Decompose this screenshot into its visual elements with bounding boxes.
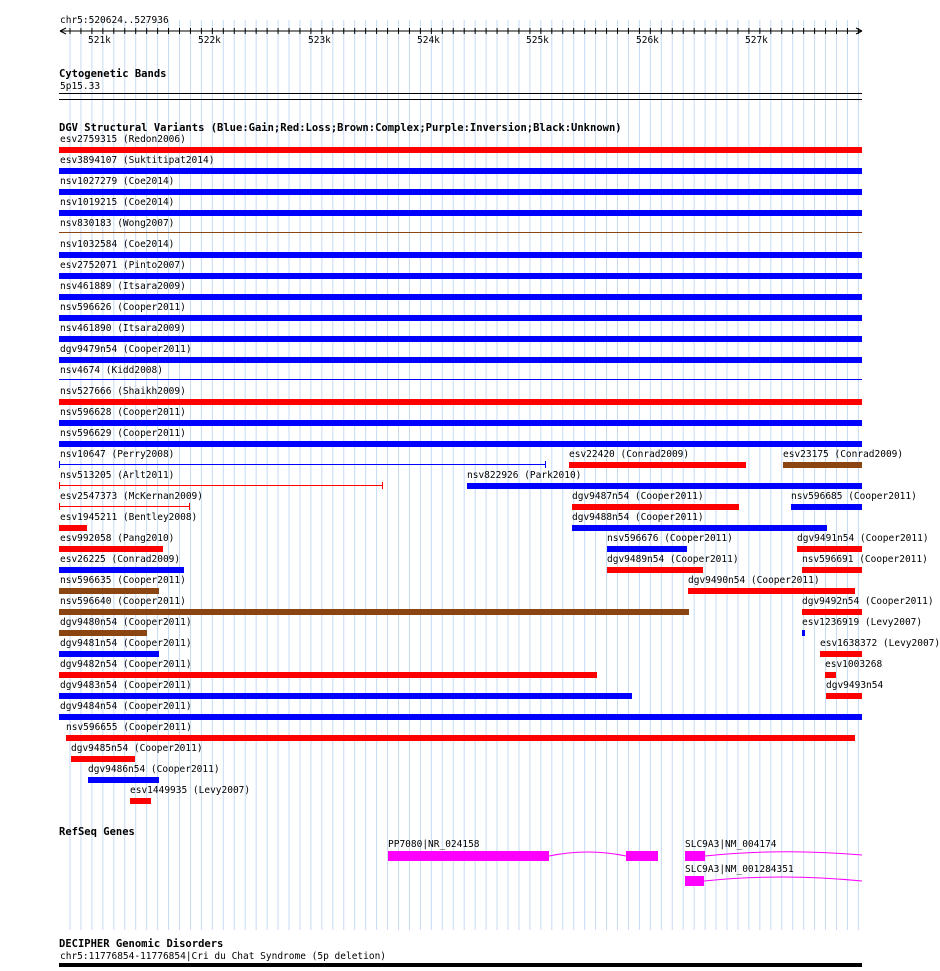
gene-pp7080-exon-2: [626, 851, 658, 861]
dgv-feature-label[interactable]: dgv9491n54 (Cooper2011): [797, 533, 929, 544]
gene-slc9a3-2-exon: [685, 876, 704, 886]
dgv-feature-label[interactable]: dgv9492n54 (Cooper2011): [802, 596, 934, 607]
decipher-feature-label[interactable]: chr5:11776854-11776854|Cri du Chat Syndrome (5p deletion): [60, 951, 387, 962]
ruler-tick-label: 523k: [308, 35, 331, 46]
dgv-feature-label[interactable]: esv2759315 (Redon2006): [60, 134, 186, 145]
dgv-feature-label[interactable]: nsv596685 (Cooper2011): [791, 491, 917, 502]
dgv-feature-label[interactable]: nsv1032584 (Coe2014): [60, 239, 175, 250]
dgv-feature-label[interactable]: dgv9490n54 (Cooper2011): [688, 575, 820, 586]
ruler-tick-label: 526k: [636, 35, 659, 46]
dgv-feature-label[interactable]: esv23175 (Conrad2009): [783, 449, 904, 460]
refseq-track-title[interactable]: RefSeq Genes: [59, 826, 135, 838]
dgv-feature-label[interactable]: nsv527666 (Shaikh2009): [60, 386, 186, 397]
dgv-feature-label[interactable]: nsv596640 (Cooper2011): [60, 596, 186, 607]
gene-label-slc9a3-1[interactable]: SLC9A3|NM_004174: [685, 839, 777, 850]
dgv-feature-label[interactable]: esv2547373 (McKernan2009): [60, 491, 203, 502]
dgv-feature-label[interactable]: nsv461889 (Itsara2009): [60, 281, 186, 292]
ruler-tick-label: 522k: [198, 35, 221, 46]
dgv-feature-label[interactable]: esv1236919 (Levy2007): [802, 617, 923, 628]
dgv-feature-label[interactable]: nsv596655 (Cooper2011): [66, 722, 192, 733]
dgv-feature-label[interactable]: nsv596628 (Cooper2011): [60, 407, 186, 418]
dgv-feature-label[interactable]: dgv9483n54 (Cooper2011): [60, 680, 192, 691]
decipher-track-title[interactable]: DECIPHER Genomic Disorders: [59, 938, 224, 950]
dgv-feature-label[interactable]: dgv9487n54 (Cooper2011): [572, 491, 704, 502]
cyto-band-label: 5p15.33: [60, 81, 101, 92]
dgv-feature-label[interactable]: dgv9481n54 (Cooper2011): [60, 638, 192, 649]
dgv-feature-label[interactable]: nsv596676 (Cooper2011): [607, 533, 733, 544]
dgv-feature-label[interactable]: dgv9482n54 (Cooper2011): [60, 659, 192, 670]
dgv-feature-label[interactable]: dgv9479n54 (Cooper2011): [60, 344, 192, 355]
cyto-track-title[interactable]: Cytogenetic Bands: [59, 68, 167, 80]
dgv-feature-label[interactable]: esv22420 (Conrad2009): [569, 449, 690, 460]
dgv-feature-label[interactable]: nsv513205 (Arlt2011): [60, 470, 175, 481]
dgv-feature-label[interactable]: nsv830183 (Wong2007): [60, 218, 175, 229]
dgv-feature-label[interactable]: nsv822926 (Park2010): [467, 470, 582, 481]
dgv-feature-label[interactable]: dgv9489n54 (Cooper2011): [607, 554, 739, 565]
dgv-feature-label[interactable]: esv1003268: [825, 659, 883, 670]
dgv-track-title[interactable]: DGV Structural Variants (Blue:Gain;Red:Loss;Brown:Complex;Purple:Inversion;Black:Unknown): [59, 122, 622, 134]
ruler-position: chr5:520624..527936: [60, 15, 169, 26]
dgv-feature-label[interactable]: dgv9488n54 (Cooper2011): [572, 512, 704, 523]
dgv-feature-label[interactable]: esv3894107 (Suktitipat2014): [60, 155, 215, 166]
ruler-tick-label: 521k: [88, 35, 111, 46]
gene-label-pp7080[interactable]: PP7080|NR_024158: [388, 839, 480, 850]
decipher-feature-bar[interactable]: [59, 963, 862, 967]
dgv-feature-label[interactable]: dgv9484n54 (Cooper2011): [60, 701, 192, 712]
dgv-feature-label[interactable]: nsv596629 (Cooper2011): [60, 428, 186, 439]
dgv-feature-label[interactable]: nsv4674 (Kidd2008): [60, 365, 163, 376]
dgv-feature-label[interactable]: nsv1019215 (Coe2014): [60, 197, 175, 208]
dgv-feature-label[interactable]: nsv10647 (Perry2008): [60, 449, 175, 460]
gene-pp7080-exon-1: [388, 851, 549, 861]
dgv-feature-label[interactable]: nsv596626 (Cooper2011): [60, 302, 186, 313]
gene-label-slc9a3-2[interactable]: SLC9A3|NM_001284351: [685, 864, 794, 875]
dgv-feature-label[interactable]: nsv596691 (Cooper2011): [802, 554, 928, 565]
dgv-feature-label[interactable]: dgv9486n54 (Cooper2011): [88, 764, 220, 775]
ruler-tick-label: 525k: [526, 35, 549, 46]
gene-pp7080-intron: [549, 852, 626, 856]
dgv-feature-label[interactable]: esv1449935 (Levy2007): [130, 785, 251, 796]
dgv-feature-label[interactable]: esv2752071 (Pinto2007): [60, 260, 186, 271]
dgv-feature-label[interactable]: nsv596635 (Cooper2011): [60, 575, 186, 586]
ruler-tick-label: 527k: [745, 35, 768, 46]
dgv-feature-label[interactable]: dgv9480n54 (Cooper2011): [60, 617, 192, 628]
gene-slc9a3-1-intron: [705, 852, 862, 856]
dgv-feature-label[interactable]: dgv9485n54 (Cooper2011): [71, 743, 203, 754]
dgv-feature-label[interactable]: esv1945211 (Bentley2008): [60, 512, 198, 523]
dgv-feature-label[interactable]: nsv1027279 (Coe2014): [60, 176, 175, 187]
dgv-feature-label[interactable]: esv992058 (Pang2010): [60, 533, 175, 544]
gene-slc9a3-1-exon: [685, 851, 705, 861]
dgv-feature-label[interactable]: dgv9493n54: [826, 680, 884, 691]
ruler-tick-label: 524k: [417, 35, 440, 46]
dgv-feature-label[interactable]: esv1638372 (Levy2007): [820, 638, 940, 649]
dgv-feature-label[interactable]: esv26225 (Conrad2009): [60, 554, 181, 565]
dgv-feature-label[interactable]: nsv461890 (Itsara2009): [60, 323, 186, 334]
gene-slc9a3-2-intron: [704, 877, 862, 881]
